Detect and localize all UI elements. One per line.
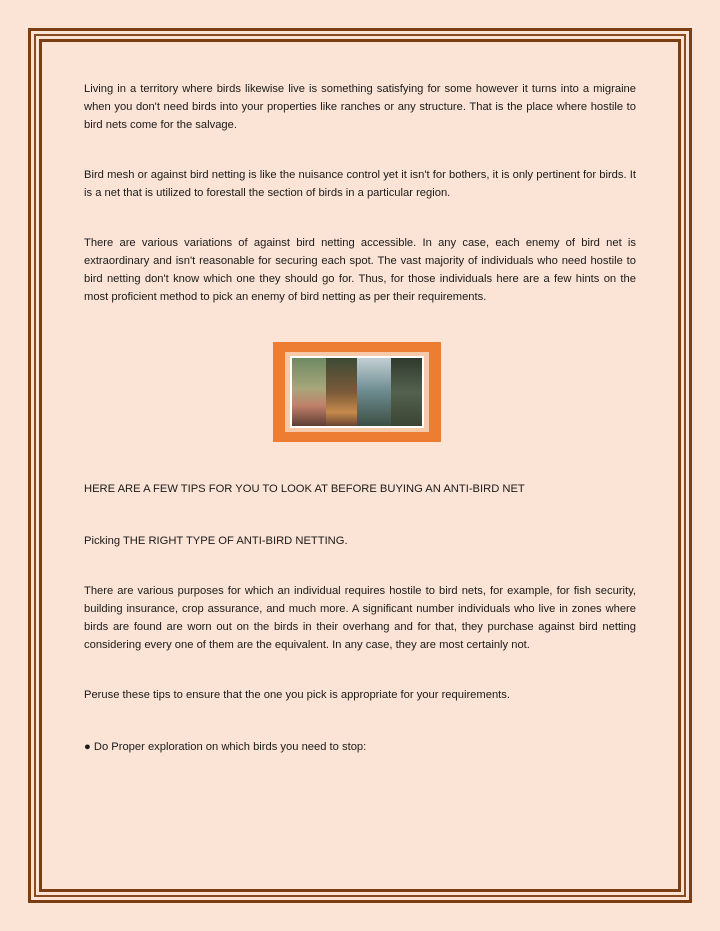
paragraph-variations: There are various variations of against bird netting accessible. In any case, each enemy of bird net is extraordinary and isn't reasonable for securing each spot. The vast majority of individuals who need hostile to bird netting don't know which one they should go for. Thus, for those individuals here are a few hints on the most proficient method to pick an enemy of bird netting as per their requirements. bbox=[84, 237, 636, 303]
paragraph-purposes: There are various purposes for which an individual requires hostile to bird nets, for example, for fish security, building insurance, crop assurance, and much more. A significant number individuals who live in zones where birds are found are worn out on the birds in their overhang and for that, they purchase against bird netting considering every one of them are the equivalent. In any case, they are most certainly not. bbox=[84, 585, 636, 651]
photo-panel-1 bbox=[292, 358, 326, 426]
paragraph-intro: Living in a territory where birds likewise live is something satisfying for some however it turns into a migraine when you don't need birds into your properties like ranches or any structure. That is the place where hostile to bird nets come for the salvage. bbox=[84, 83, 636, 131]
photo-panel-4 bbox=[391, 358, 422, 426]
heading-tips: HERE ARE A FEW TIPS FOR YOU TO LOOK AT BEFORE BUYING AN ANTI-BIRD NET bbox=[84, 483, 525, 495]
photo-collage bbox=[290, 356, 424, 428]
document-body bbox=[84, 80, 636, 756]
bird-netting-photo bbox=[273, 342, 441, 442]
photo-panel-2 bbox=[326, 358, 357, 426]
photo-mat bbox=[285, 352, 429, 432]
paragraph-peruse: Peruse these tips to ensure that the one you pick is appropriate for your requirements. bbox=[84, 689, 510, 701]
heading-picking: Picking THE RIGHT TYPE OF ANTI-BIRD NETTING. bbox=[84, 535, 348, 547]
photo-panel-3 bbox=[357, 358, 391, 426]
paragraph-bird-mesh: Bird mesh or against bird netting is like the nuisance control yet it isn't for bothers, it is only pertinent for birds. It is a net that is utilized to forestall the section of birds in a particular region. bbox=[84, 169, 636, 199]
bullet-proper-exploration: ● Do Proper exploration on which birds you need to stop: bbox=[84, 741, 367, 753]
